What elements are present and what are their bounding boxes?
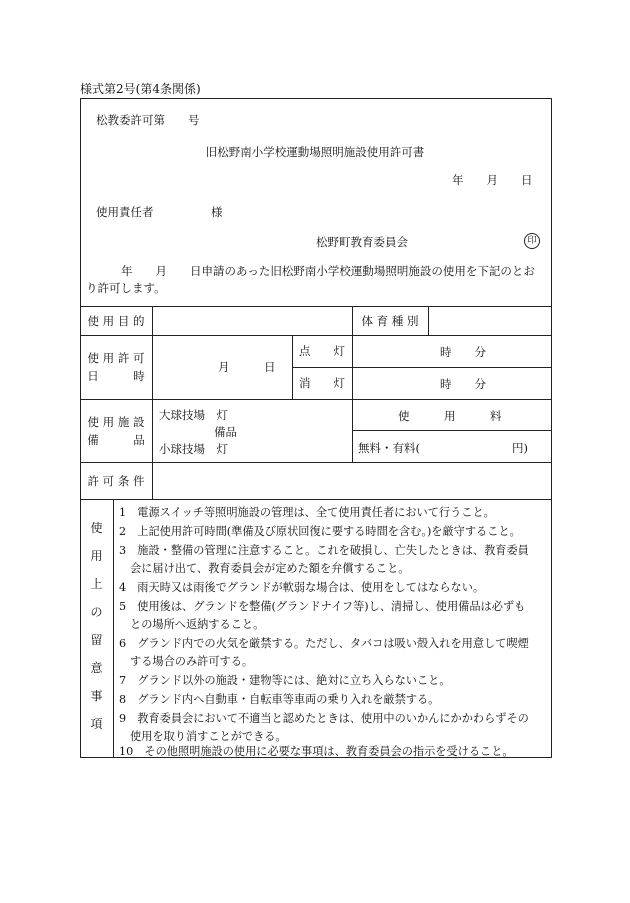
note-9-cont: 使用を取り消すことができる。 [130, 730, 287, 743]
note-6: 6 グランド内での火気を厳禁する。ただし、タバコは吸い殻入れを用意して喫煙 [119, 637, 529, 650]
row-line-5 [352, 430, 552, 431]
purpose-label: 使 用 目 的 [87, 313, 145, 328]
row-line-7 [80, 499, 552, 500]
notes-label: 使 用 上 の 留 意 事 項 [90, 521, 103, 731]
big-field: 大球技場 灯 [159, 408, 228, 422]
issuer: 松野町教育委員会 [316, 235, 408, 249]
form-id: 様式第2号(第4条関係) [80, 82, 201, 96]
note-5-cont: との場所へ返納すること。 [130, 618, 265, 631]
note-8: 8 グランド内へ自動車・自転車等車両の乗り入れを厳禁する。 [119, 693, 440, 706]
note-3: 3 施設・整備の管理に注意すること。これを破損し、亡失したときは、教育委員 [119, 544, 529, 557]
fee-value: 無料・有料( 円) [358, 441, 528, 455]
row-line-4 [80, 399, 552, 400]
month-day: 月 日 [218, 360, 276, 374]
purpose-value[interactable] [153, 307, 351, 335]
col-line-fee [352, 399, 353, 462]
datetime-label-1: 使 用 許 可 [87, 351, 145, 365]
note-9: 9 教育委員会において不適当と認めたときは、使用中のいかんにかかわらずその [119, 712, 529, 725]
col-line-notes [113, 499, 114, 757]
document-title: 旧松野南小学校運動場照明施設使用許可書 [205, 145, 425, 159]
equipment: 備品 [214, 425, 237, 439]
note-2: 2 上記使用許可時間(準備及び原状回復に要する時間を含む。)を厳守すること。 [119, 525, 521, 538]
fee-label: 使 用 料 [398, 409, 502, 423]
light-on-label: 点 灯 [299, 344, 345, 358]
small-field: 小球技場 灯 [159, 442, 228, 456]
time-on: 時 分 [440, 345, 486, 359]
intro-line-2: り許可します。 [86, 281, 166, 295]
conditions-value[interactable] [153, 463, 551, 499]
col-line-time [352, 335, 353, 399]
datetime-label-2: 日 時 [87, 369, 145, 383]
sport-value[interactable] [429, 307, 551, 335]
issue-date: 年 月 日 [452, 173, 533, 187]
note-1: 1 電源スイッチ等照明施設の管理は、全て使用責任者において行うこと。 [119, 506, 495, 519]
note-10: 10 その他照明施設の使用に必要な事項は、教育委員会の指示を受けること。 [119, 745, 514, 758]
seal-mark: 印 [524, 233, 540, 249]
note-3-cont: 会に届け出て、教育委員会が定めた額を弁償すること。 [130, 562, 410, 575]
intro-line-1: 年 月 日申請のあった旧松野南小学校運動場照明施設の使用を下記のとお [121, 264, 535, 278]
facility-label-2: 備 品 [87, 433, 145, 447]
frame-top [80, 98, 552, 99]
note-4: 4 雨天時又は雨後でグランドが軟弱な場合は、使用をしてはならない。 [119, 581, 485, 594]
note-6-cont: する場合のみ許可する。 [130, 655, 254, 668]
note-5: 5 使用後は、グランドを整備(グランドナイフ等)し、清掃し、使用備品は必ずも [119, 600, 526, 613]
facility-label-1: 使 用 施 設 [87, 415, 145, 429]
recipient: 使用責任者 様 [96, 205, 223, 219]
light-off-label: 消 灯 [299, 376, 345, 390]
sport-label: 体 育 種 別 [361, 313, 419, 328]
frame-right [551, 98, 552, 758]
permit-number: 松教委許可第 号 [96, 113, 200, 127]
note-7: 7 グランド以外の施設・建物等には、絶対に立ち入らないこと。 [119, 674, 451, 687]
time-off: 時 分 [440, 377, 486, 391]
conditions-label: 許 可 条 件 [87, 473, 145, 488]
